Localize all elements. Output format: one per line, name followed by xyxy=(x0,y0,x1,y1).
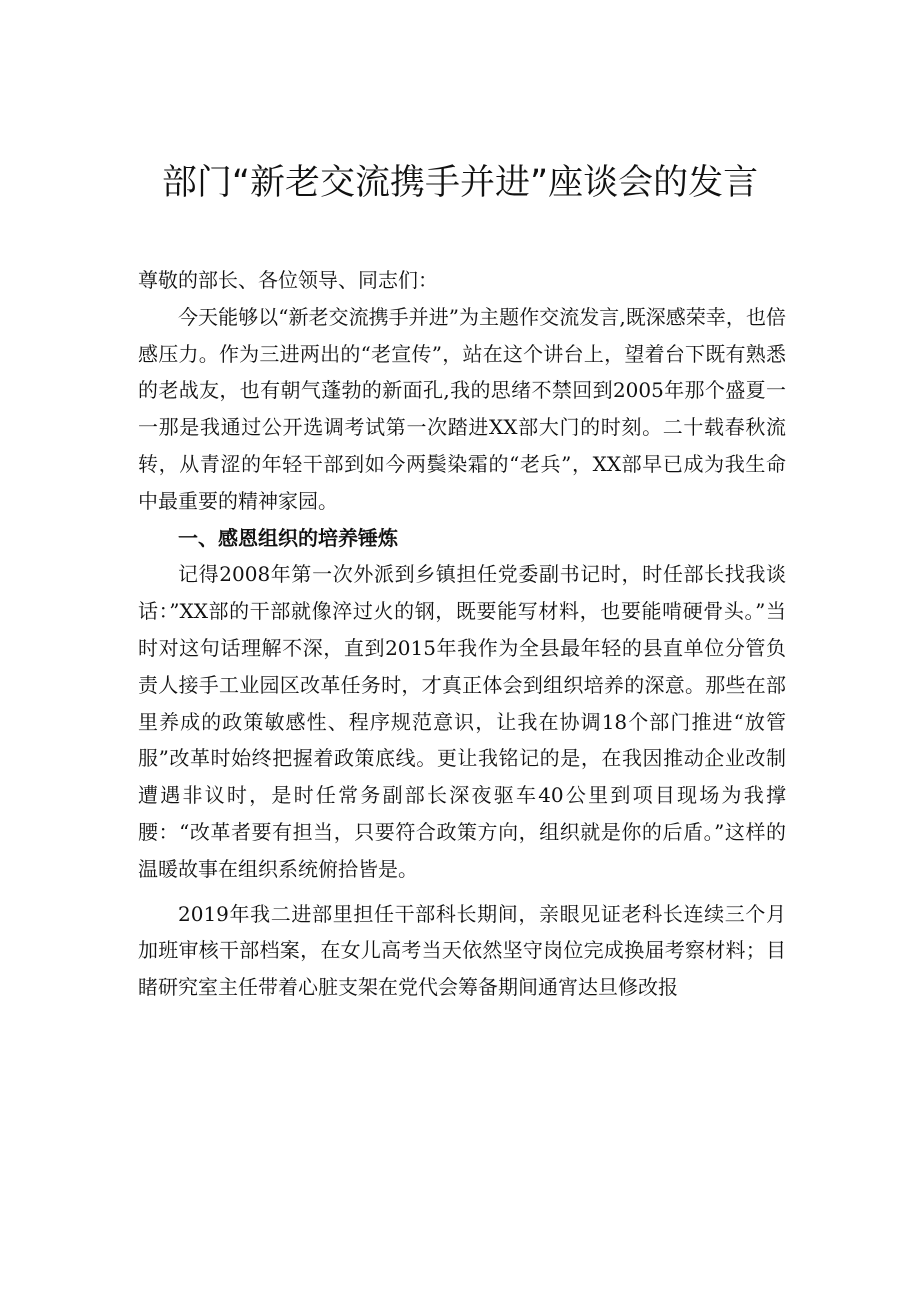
document-body xyxy=(138,262,786,1006)
section-paragraph-2: 2019年我二进部里担任干部科长期间，亲眼见证老科长连续三个月加班审核干部档案，在女儿高考当天依然坚守岗位完成换届考察材料；目睹研究室主任带着心脏支架在党代会筹备期间通宵达旦修改报 xyxy=(138,901,786,1000)
intro-paragraph: 今天能够以“新老交流携手并进”为主题作交流发言,既深感荣幸，也倍感压力。作为三进两出的“老宣传”，站在这个讲台上，望着台下既有熟悉的老战友，也有朝气蓬勃的新面孔,我的思绪不禁回到2005年那个盛夏一一那是我通过公开选调考试第一次踏进XX部大门的时刻。二十载春秋流转，从青涩的年轻干部到如今两鬓染霜的“老兵”，XX部早已成为我生命中最重要的精神家园。 xyxy=(138,304,786,513)
document-title: 部门“新老交流携手并进”座谈会的发言 xyxy=(161,163,759,203)
section-paragraph-1: 记得2008年第一次外派到乡镇担任党委副书记时，时任部长找我谈话：”XX部的干部就像淬过火的钢，既要能写材料，也要能啃硬骨头。”当时对这句话理解不深，直到2015年我作为全县最年轻的县直单位分管负责人接手工业园区改革任务时，才真正体会到组织培养的深意。那些在部里养成的政策敏感性、程序规范意识，让我在协调18个部门推进“放管服”改革时始终把握着政策底线。更让我铭记的是，在我因推动企业改制遭遇非议时，是时任常务副部长深夜驱车40公里到项目现场为我撑腰：“改革者要有担当，只要符合政策方向，组织就是你的后盾。”这样的温暖故事在组织系统俯拾皆是。 xyxy=(138,562,786,881)
section-heading: 一、感恩组织的培养锤炼 xyxy=(178,525,398,550)
salutation: 尊敬的部长、各位领导、同志们： xyxy=(138,268,438,292)
